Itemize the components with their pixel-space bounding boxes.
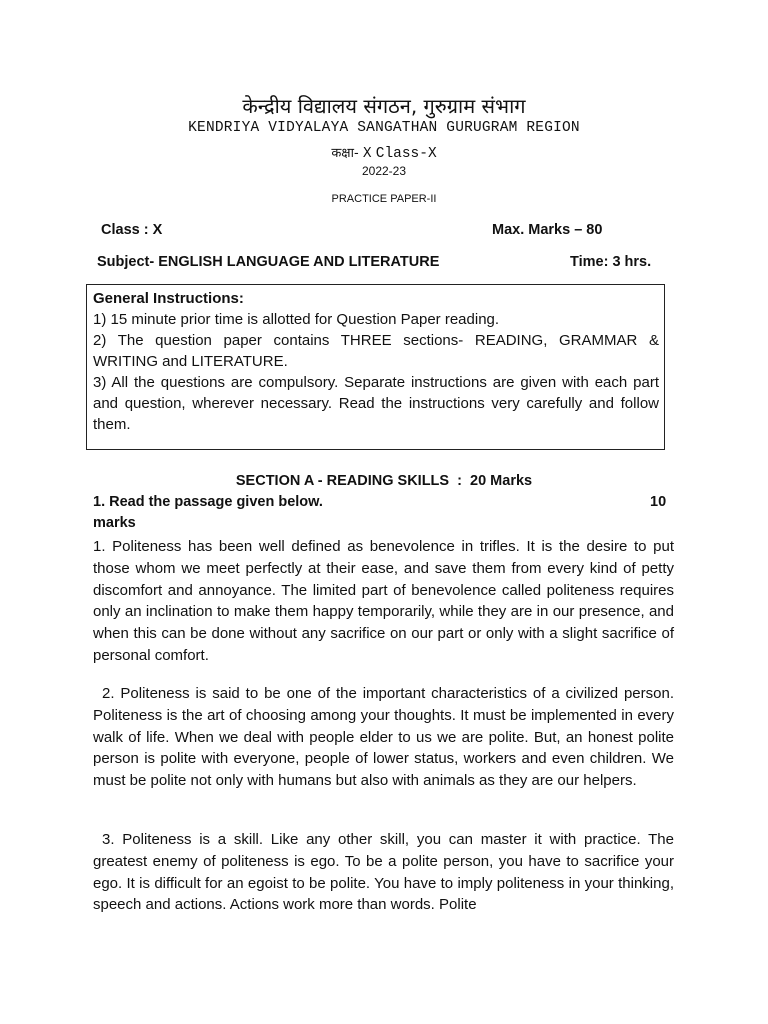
- organization-title-english: KENDRIYA VIDYALAYA SANGATHAN GURUGRAM REGION: [188, 120, 580, 136]
- passage-paragraph-2-text: 2. Politeness is said to be one of the important characteristics of a civilized person. Politeness is the art of choosing among your thoughts. It must be implemented in every walk of life. When we deal with people elder to us we are polite. But, an honest polite person is polite with everyone, people of lower status, workers and even children. We must be polite not only with humans but also with animals as they are our helpers.: [93, 685, 674, 790]
- passage-paragraph-3-text: 3. Politeness is a skill. Like any other skill, you can master it with practice. The greatest enemy of politeness is ego. To be a polite person, you have to sacrifice your ego. It is difficult for an egoist to be polite. You have to imply politeness in your thinking, speech and actions. Actions work more than words. Polite: [93, 831, 674, 914]
- class-label: Class : X: [101, 222, 163, 238]
- class-heading: [0, 143, 768, 162]
- question-1-prompt: 1. Read the passage given below.: [93, 494, 323, 510]
- passage-paragraph-1: [93, 536, 674, 667]
- question-1-marks-word: marks: [93, 515, 136, 531]
- section-a-title: [0, 473, 768, 489]
- general-instructions-box: [86, 284, 665, 450]
- passage-paragraph-3: [93, 829, 674, 916]
- section-a-title-text: SECTION A - READING SKILLS : 20 Marks: [235, 473, 533, 489]
- class-heading-english: Class-X: [375, 146, 437, 162]
- question-1-marks-value: 10: [650, 494, 667, 510]
- session-year: 2022-23: [361, 164, 407, 178]
- max-marks: Max. Marks – 80: [492, 222, 603, 238]
- class-heading-hindi: कक्षा- X: [331, 146, 372, 161]
- instruction-item: 2) The question paper contains THREE sections- READING, GRAMMAR & WRITING and LITERATURE.: [93, 332, 659, 370]
- time-label: Time: 3 hrs.: [570, 254, 652, 270]
- passage-paragraph-1-text: 1. Politeness has been well defined as benevolence in trifles. It is the desire to put those whom we meet perfectly at their ease, and save them from every kind of petty discomfort and annoyance. The limited part of benevolence called politeness requires only an inclination to make them happy temporarily, while they are in our presence, and when this can be done without any sacrifice on our part or only with a slight sacrifice of personal comfort.: [93, 538, 674, 664]
- instruction-item: 3) All the questions are compulsory. Separate instructions are given with each part and question, wherever necessary. Read the instructions very carefully and follow them.: [93, 374, 659, 433]
- instructions-title: General Instructions:: [93, 290, 244, 307]
- passage-paragraph-2: [93, 683, 674, 792]
- subject-label: Subject- ENGLISH LANGUAGE AND LITERATURE: [97, 254, 440, 270]
- organization-title-hindi: केन्द्रीय विद्यालय संगठन, गुरुग्राम संभाग: [242, 94, 526, 118]
- paper-title: PRACTICE PAPER-II: [331, 193, 437, 205]
- instruction-item: 1) 15 minute prior time is allotted for Question Paper reading.: [93, 311, 500, 328]
